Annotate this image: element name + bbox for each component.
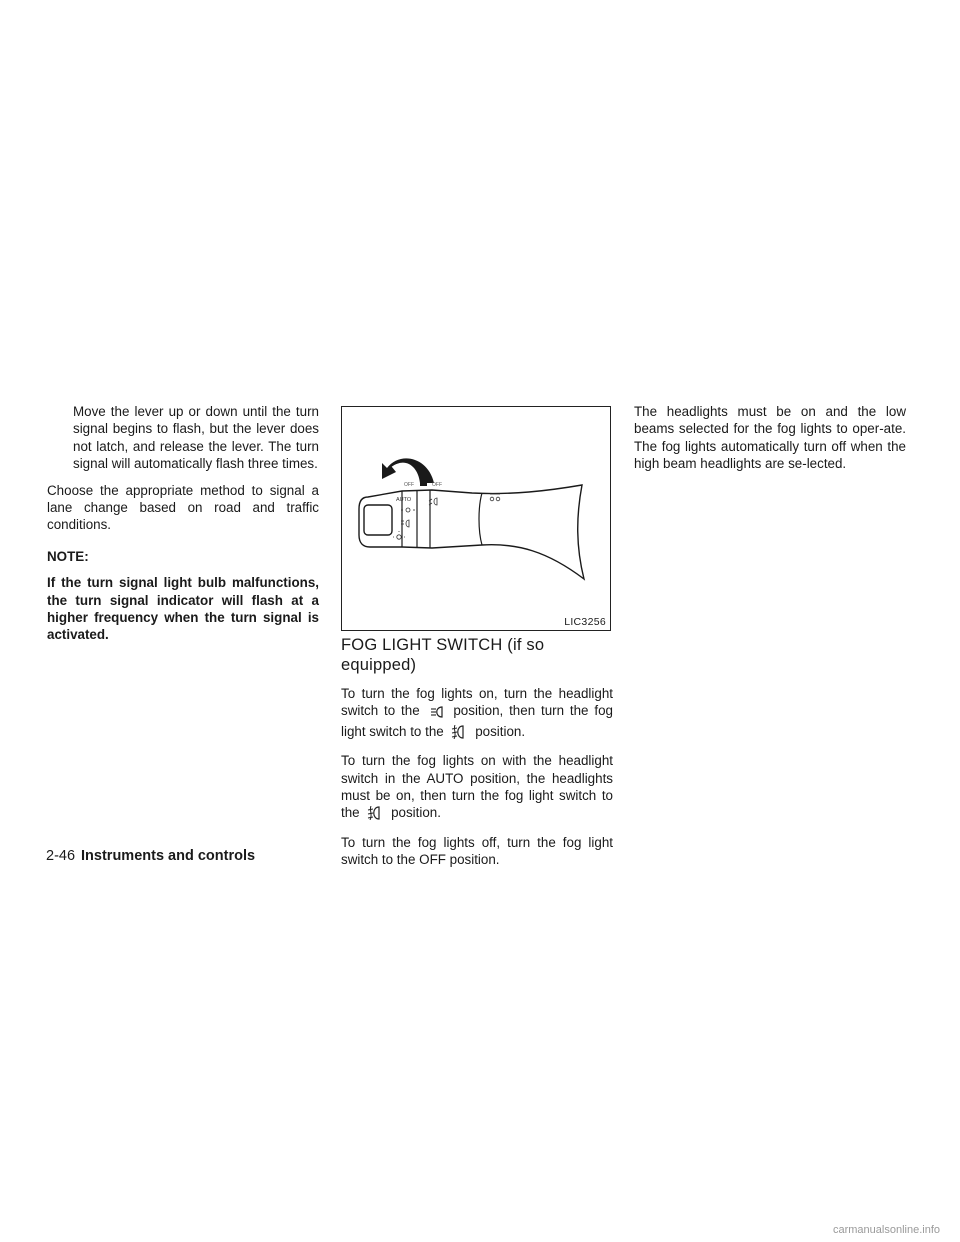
figure-label: LIC3256: [564, 616, 606, 628]
fog-on-text-a: To turn the fog lights on, turn the headlight switch to the: [341, 686, 613, 719]
watermark: carmanualsonline.info: [832, 1224, 940, 1236]
chapter-title: Instruments and controls: [81, 848, 256, 864]
page-number: 2-46: [46, 848, 76, 864]
fog-on-text-c: position.: [475, 723, 526, 739]
fog-auto-paragraph: [341, 752, 613, 825]
fog-light-section: [341, 635, 613, 878]
fog-on-text-b: position, then turn the fog light switch to the: [341, 703, 613, 739]
lever-illustration: [342, 407, 610, 630]
turn-signal-instruction: Move the lever up or down until the turn signal begins to flash, but the lever does not latch, and release the lever. The turn signal will automatically flash three times.: [73, 404, 319, 472]
headlight-switch-figure: [341, 406, 611, 631]
auto-label: AUTO: [396, 497, 412, 503]
off-label-right: OFF: [432, 482, 442, 488]
fog-on-paragraph: [341, 685, 613, 743]
page-footer: [46, 848, 255, 864]
note-heading: NOTE:: [47, 548, 89, 564]
rotation-arrow-icon: [382, 458, 434, 483]
lane-change-paragraph: Choose the appropriate method to signal a lane change based on road and traffic conditions.: [47, 482, 319, 533]
fog-off-paragraph: To turn the fog lights off, turn the fog light switch to the OFF position.: [341, 834, 613, 868]
fog-light-icon: [451, 725, 469, 743]
fog-auto-text-b: position.: [391, 805, 441, 821]
fog-lights-note-paragraph: The headlights must be on and the low beams selected for the fog lights to oper-ate. The fog lights automatically turn off when the high beam headlights are se-lected.: [634, 404, 906, 472]
section-heading: FOG LIGHT SWITCH (if so equipped): [341, 636, 545, 674]
off-label-left: OFF: [404, 482, 414, 488]
headlight-icon: [430, 705, 446, 722]
note-text: If the turn signal light bulb malfunctions, the turn signal indicator will flash at a higher frequency when the turn signal is activated.: [47, 575, 319, 643]
fog-auto-text-a: To turn the fog lights on with the headlight switch in the AUTO position, the headlights must be on, then turn the fog light switch to the: [341, 753, 613, 821]
left-column: [47, 403, 319, 653]
right-column: [634, 403, 906, 482]
fog-light-icon: [367, 806, 385, 824]
